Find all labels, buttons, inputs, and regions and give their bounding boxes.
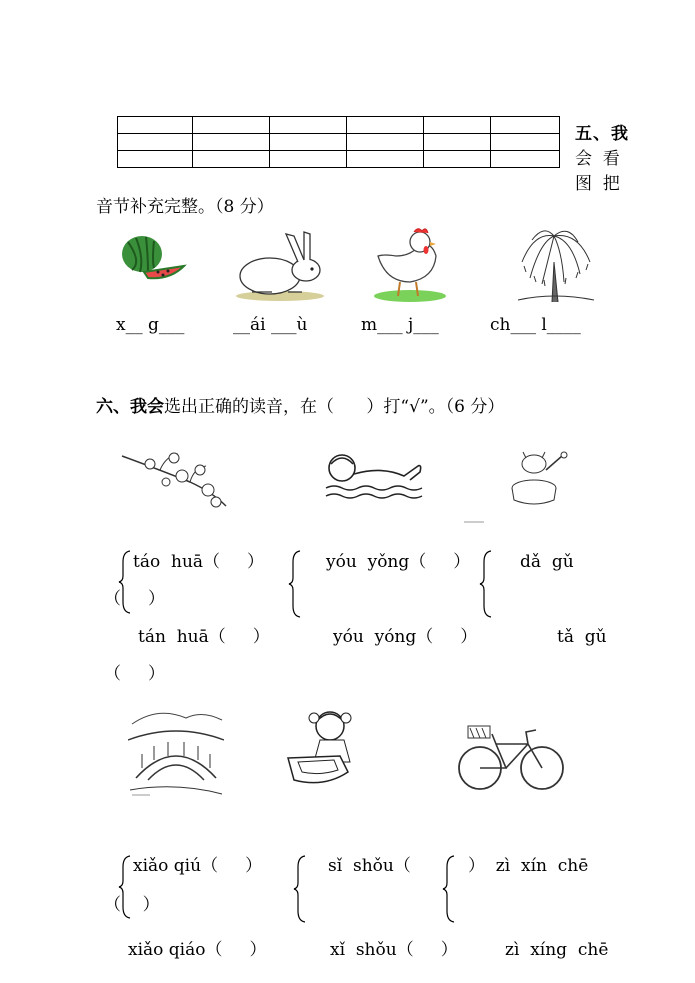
option-xiao-qiu: xiǎo qiú（ ） [133, 856, 263, 876]
bracket-row2-left: （ ） [104, 895, 160, 915]
brace-row1-c [479, 550, 493, 618]
watermelon-image [118, 232, 188, 282]
option-da-gu: dǎ gǔ [520, 552, 574, 572]
swimming-child-image [322, 448, 434, 504]
section6-heading-wrap [96, 397, 504, 417]
image-caption-mark-2 [132, 794, 150, 796]
brace-row2-b [293, 855, 307, 923]
option-xiao-qiao: xiǎo qiáo（ ） [128, 940, 267, 960]
option-zi-xin-che: ） zì xín chē [468, 856, 589, 876]
bracket-row1-left: （ ） [104, 589, 166, 609]
drum-player-image [506, 450, 572, 508]
section5-heading-line3: 图 把 [575, 174, 620, 194]
option-si-shou: sǐ shǒu（ [328, 856, 411, 876]
option-you-yong-2: yóu yóng（ ） [333, 627, 478, 647]
option-you-yong-1: yóu yǒng（ ） [326, 552, 471, 572]
blank-watermelon: x__ g___ [116, 315, 185, 335]
blank-willow: ch___ l____ [490, 315, 581, 335]
rabbit-image [232, 230, 327, 302]
blank-chicken: m___ j___ [361, 315, 439, 335]
chicken-image [372, 226, 448, 304]
brace-row2-c [442, 855, 456, 923]
bicycle-image [456, 722, 568, 794]
section6-heading: 六、我会 [96, 397, 164, 417]
option-xi-shou: xǐ shǒu（ ） [330, 940, 458, 960]
option-tao-hua: táo huā（ ） [133, 552, 265, 572]
image-caption-mark [464, 521, 484, 523]
option-tan-hua: tán huā（ ） [138, 627, 270, 647]
peach-blossom-image [120, 446, 228, 510]
willow-tree-image [514, 222, 596, 304]
option-zi-xing-che: zì xíng chē [505, 940, 609, 960]
section5-heading-line1: 五、我 [575, 124, 629, 144]
option-ta-gu: tǎ gǔ [557, 627, 607, 647]
blank-rabbit: __ái ___ù [233, 315, 308, 335]
bridge-image [128, 704, 224, 800]
section5-instruction: 音节补充完整。（8 分） [96, 197, 274, 217]
section6-instruction: 选出正确的读音，在（ ）打“√”。（6 分） [164, 397, 505, 417]
answer-grid [117, 116, 560, 168]
section5-heading-line2: 会 看 [575, 149, 620, 169]
bracket-row1-left-2: （ ） [104, 664, 166, 684]
girl-washing-hands-image [284, 706, 366, 790]
brace-row1-b [288, 550, 302, 618]
